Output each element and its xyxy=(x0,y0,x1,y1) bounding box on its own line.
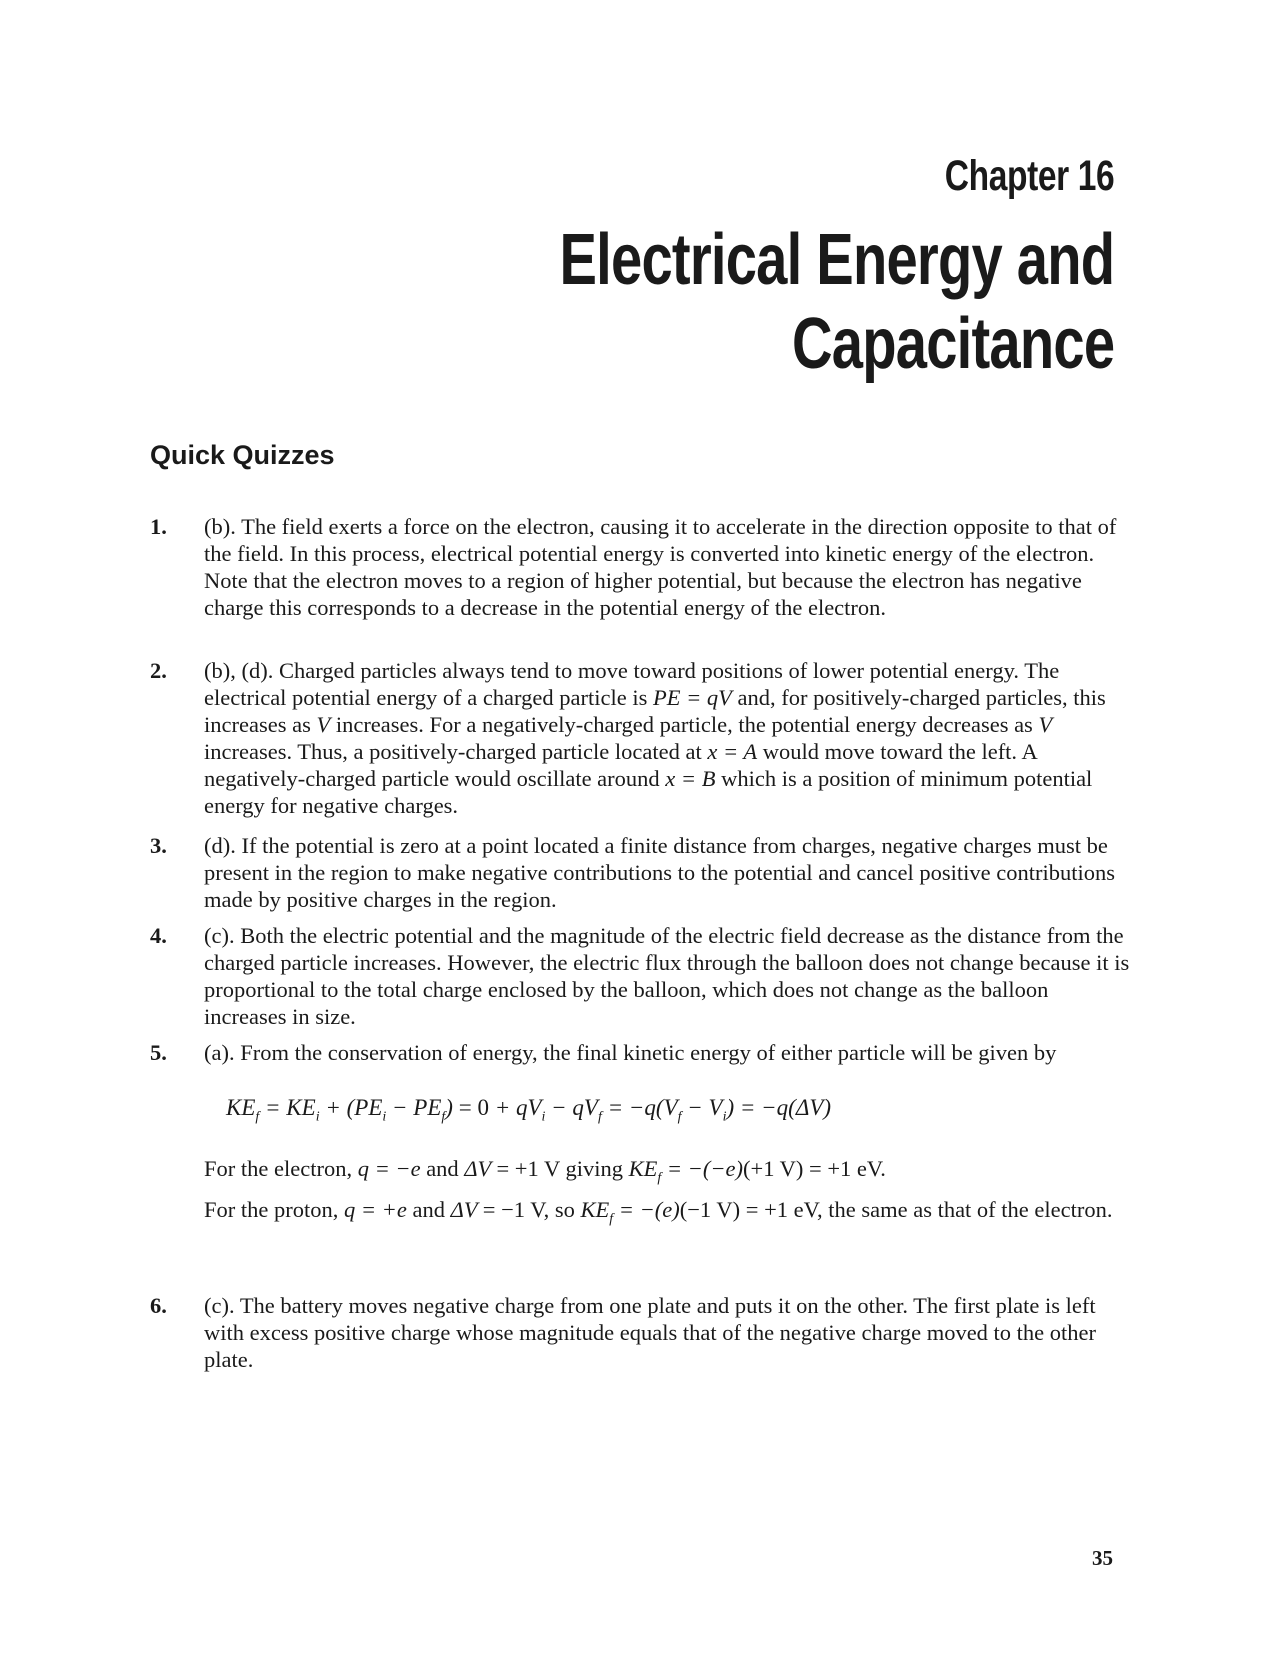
proton-line: For the proton, q = +e and ΔV = −1 V, so $KE_f = -(e)(-1$ V) = +1 eV, the same as that of the electron. xyxy=(204,1197,1113,1227)
item-number: 3. xyxy=(150,833,167,858)
quiz-answer-4 xyxy=(150,922,1130,1030)
item-text: (b). The field exerts a force on the electron, causing it to accelerate in the direction opposite to that of the field. In this process, electrical potential energy is converted into kinetic energy of the electron. Note that the electron moves to a region of higher potential, but because the electron has negative charge this corresponds to a decrease in the potential energy of the electron. xyxy=(204,514,1117,620)
section-heading: Quick Quizzes xyxy=(150,440,335,470)
quiz-answer-2 xyxy=(150,657,1130,819)
math-expression: V xyxy=(316,712,331,737)
chapter-title-line-1: Electrical Energy and xyxy=(559,220,1114,300)
quiz-answer-3 xyxy=(150,832,1130,913)
item-text: (b), (d). Charged particles always tend to move toward positions of lower potential energy. The electrical potential energy of a charged particle is PE = qV and, for positively-charged particles, this increases as V increases. For a negatively-charged particle, the potential energy decreases as V increases. Thus, a positively-charged particle located at x = A would move toward the left. A negatively-charged particle would oscillate around x = B which is a position of minimum potential energy for negative charges. xyxy=(204,658,1106,818)
item-number: 2. xyxy=(150,658,167,683)
item-number: 4. xyxy=(150,923,167,948)
quiz-answer-5 xyxy=(150,1039,1130,1227)
item-number: 6. xyxy=(150,1293,167,1318)
item-text: (c). The battery moves negative charge from one plate and puts it on the other. The first plate is left with excess positive charge whose magnitude equals that of the negative charge moved to the other plate. xyxy=(204,1293,1097,1372)
quiz-answer-1 xyxy=(150,513,1130,621)
math-expression: x = A xyxy=(707,739,758,764)
math-expression: V xyxy=(1038,712,1053,737)
item-number: 1. xyxy=(150,514,167,539)
math-expression: x = B xyxy=(665,766,716,791)
item-text: (c). Both the electric potential and the magnitude of the electric field decrease as the distance from the charged particle increases. However, the electric flux through the balloon does not change because it is proportional to the total charge enclosed by the balloon, which does not change as the balloon increases in size. xyxy=(204,923,1130,1029)
chapter-title xyxy=(559,218,1114,386)
chapter-title-line-2: Capacitance xyxy=(791,304,1114,384)
item-number: 5. xyxy=(150,1040,167,1065)
item-text: (a). From the conservation of energy, the final kinetic energy of either particle will be given by $KE_f = KE_i + (PE_i - PE_f) = 0 + qV_i - qV_f = -q(V_f - V_i) = -q(\Delta V)$ For the electron, q = −e and ΔV = +1 V giving $KE_f = -(-e)(+1$ V) = +1 eV. For the proton, q = +e and ΔV = −1 V, so $KE_f = -(e)(-1$ V) = +1 eV, the same as that of the electron. xyxy=(204,1039,1130,1223)
page-number: 35 xyxy=(1092,1546,1113,1570)
chapter-label: Chapter 16 xyxy=(944,152,1114,200)
math-expression: PE = qV xyxy=(652,685,732,710)
electron-line: For the electron, q = −e and ΔV = +1 V giving $KE_f = -(-e)(+1$ V) = +1 eV. xyxy=(204,1156,886,1186)
energy-equation: $KE_f = KE_i + (PE_i - PE_f) = 0 + qV_i - qV_f = -q(V_f - V_i) = -q(\Delta V)$ xyxy=(226,1095,832,1125)
item-text: (d). If the potential is zero at a point located a finite distance from charges, negative charges must be present in the region to make negative contributions to the potential and cancel positive contributions made by positive charges in the region. xyxy=(204,833,1116,912)
quiz-answer-6 xyxy=(150,1292,1130,1373)
